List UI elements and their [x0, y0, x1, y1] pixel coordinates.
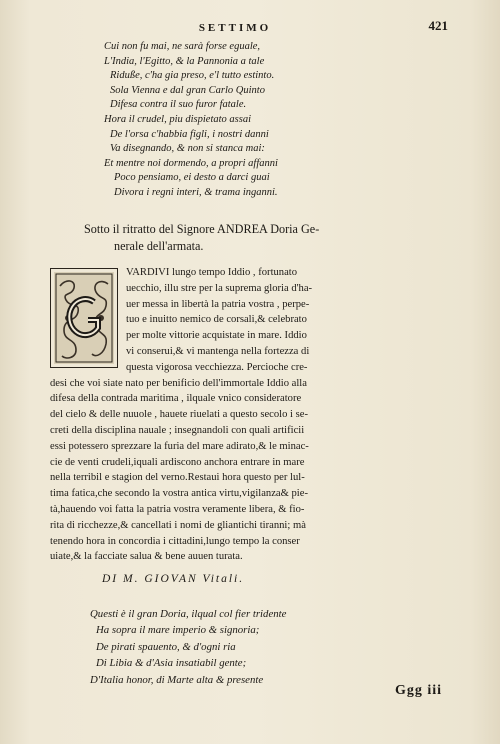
- prose-line: questa vigorosa vecchiezza. Percioche cre-: [126, 361, 308, 373]
- poem-line: Questi è il gran Doria, ilqual col fier tridente: [90, 608, 287, 620]
- poem-line: Ha sopra il mare imperio & signoria;: [96, 624, 260, 637]
- page-number: 421: [428, 18, 448, 33]
- poem-line: Difesa contra il suo furor fatale.: [110, 99, 247, 111]
- prose-paragraph: [50, 265, 442, 565]
- poem-line: L'India, l'Egitto, & la Pannonia a tale: [104, 55, 265, 67]
- prose-line: rita di ricchezze,& cancellati i nomi de gliantichi tiranni; mà: [50, 519, 306, 531]
- poem-line: Riduße, c'ha gia preso, e'l tutto estinto.: [110, 70, 275, 82]
- prose-line: cie de venti crudeli,iquali ardiscono anchora entrare in mare: [50, 456, 305, 468]
- poem-line: De pirati spauento, & d'ogni ria: [96, 640, 236, 653]
- prose-line: tima fatica,che secondo la vostra antica virtu,vigilanza& pie-: [50, 488, 308, 500]
- prose-line: uecchio, illu stre per la suprema gloria d'ha-: [126, 282, 313, 294]
- ornamental-initial: [50, 268, 118, 368]
- poem-line: Cui non fu mai, ne sarà forse eguale,: [104, 41, 261, 52]
- poem-line: Hora il crudel, piu dispietato assai: [104, 113, 251, 125]
- poem-attribution: DI M. GIOVAN Vitali.: [102, 573, 245, 585]
- prose-line: per molte vittorie acquistate in mare. Iddio: [126, 330, 307, 342]
- signature-mark: Ggg iii: [394, 683, 442, 698]
- heading-line: Sotto il ritratto del Signore ANDREA Doria Ge-: [84, 222, 320, 236]
- prose-line: essi potessero sprezzare la furia del mare adirato,& le minac-: [50, 440, 309, 452]
- poem-line: De l'orsa c'habbia figli, i nostri danni: [110, 128, 269, 140]
- prose-line: creti della disciplina nauale ; insegnandoli con quali artificii: [50, 424, 305, 436]
- poem-line: Et mentre noi dormendo, a propri affanni: [104, 157, 278, 169]
- prose-line: vi conserui,& vi mantenga nella fortezza di: [126, 345, 310, 357]
- poem-line: Sola Vienna e dal gran Carlo Quinto: [110, 84, 265, 96]
- poem-stanza: [90, 606, 420, 688]
- prose-line: uiate,& la facciate salua & bene auuen turata.: [50, 551, 243, 563]
- poem-line: Poco pensiamo, ei desto a darci guai: [114, 172, 270, 184]
- section-heading: [84, 221, 424, 255]
- poem-stanza: [104, 40, 404, 201]
- prose-line: uer messa in libertà la patria vostra , perpe-: [126, 298, 310, 310]
- prose-line: tà,hauendo voi fatta la patria vostra veramente libera, & fio-: [50, 503, 305, 515]
- poem-line: D'Italia honor, di Marte alta & presente: [90, 673, 264, 686]
- prose-line: del cielo & delle nuuole , hauete riuelati a questo secolo i se-: [50, 409, 308, 421]
- prose-line: nella terribil e stagion del verno.Restaui hora questo per lul-: [50, 472, 305, 484]
- running-head: SETTIMO: [198, 22, 272, 34]
- poem-line: Divora i regni interi, & trama inganni.: [114, 186, 278, 198]
- prose-line: tuo e inuitto nemico de corsali,& celebrato: [126, 314, 307, 326]
- prose-line: VARDIVI lungo tempo Iddio , fortunato: [126, 267, 298, 278]
- poem-line: Va disegnando, & non si stanca mai:: [110, 143, 265, 155]
- heading-line: nerale dell'armata.: [114, 239, 204, 253]
- prose-line: desi che voi siate nato per benificio dell'immortale Iddio alla: [50, 377, 307, 389]
- prose-line: difesa della contrada maritima , ilquale vnico consideratore: [50, 393, 302, 405]
- ornamental-initial-g-icon: [54, 272, 114, 364]
- poem-line: Di Libia & d'Asia insatiabil gente;: [96, 657, 247, 670]
- prose-line: tenendo hora in concordia i cittadini,lungo tempo la conser: [50, 535, 300, 547]
